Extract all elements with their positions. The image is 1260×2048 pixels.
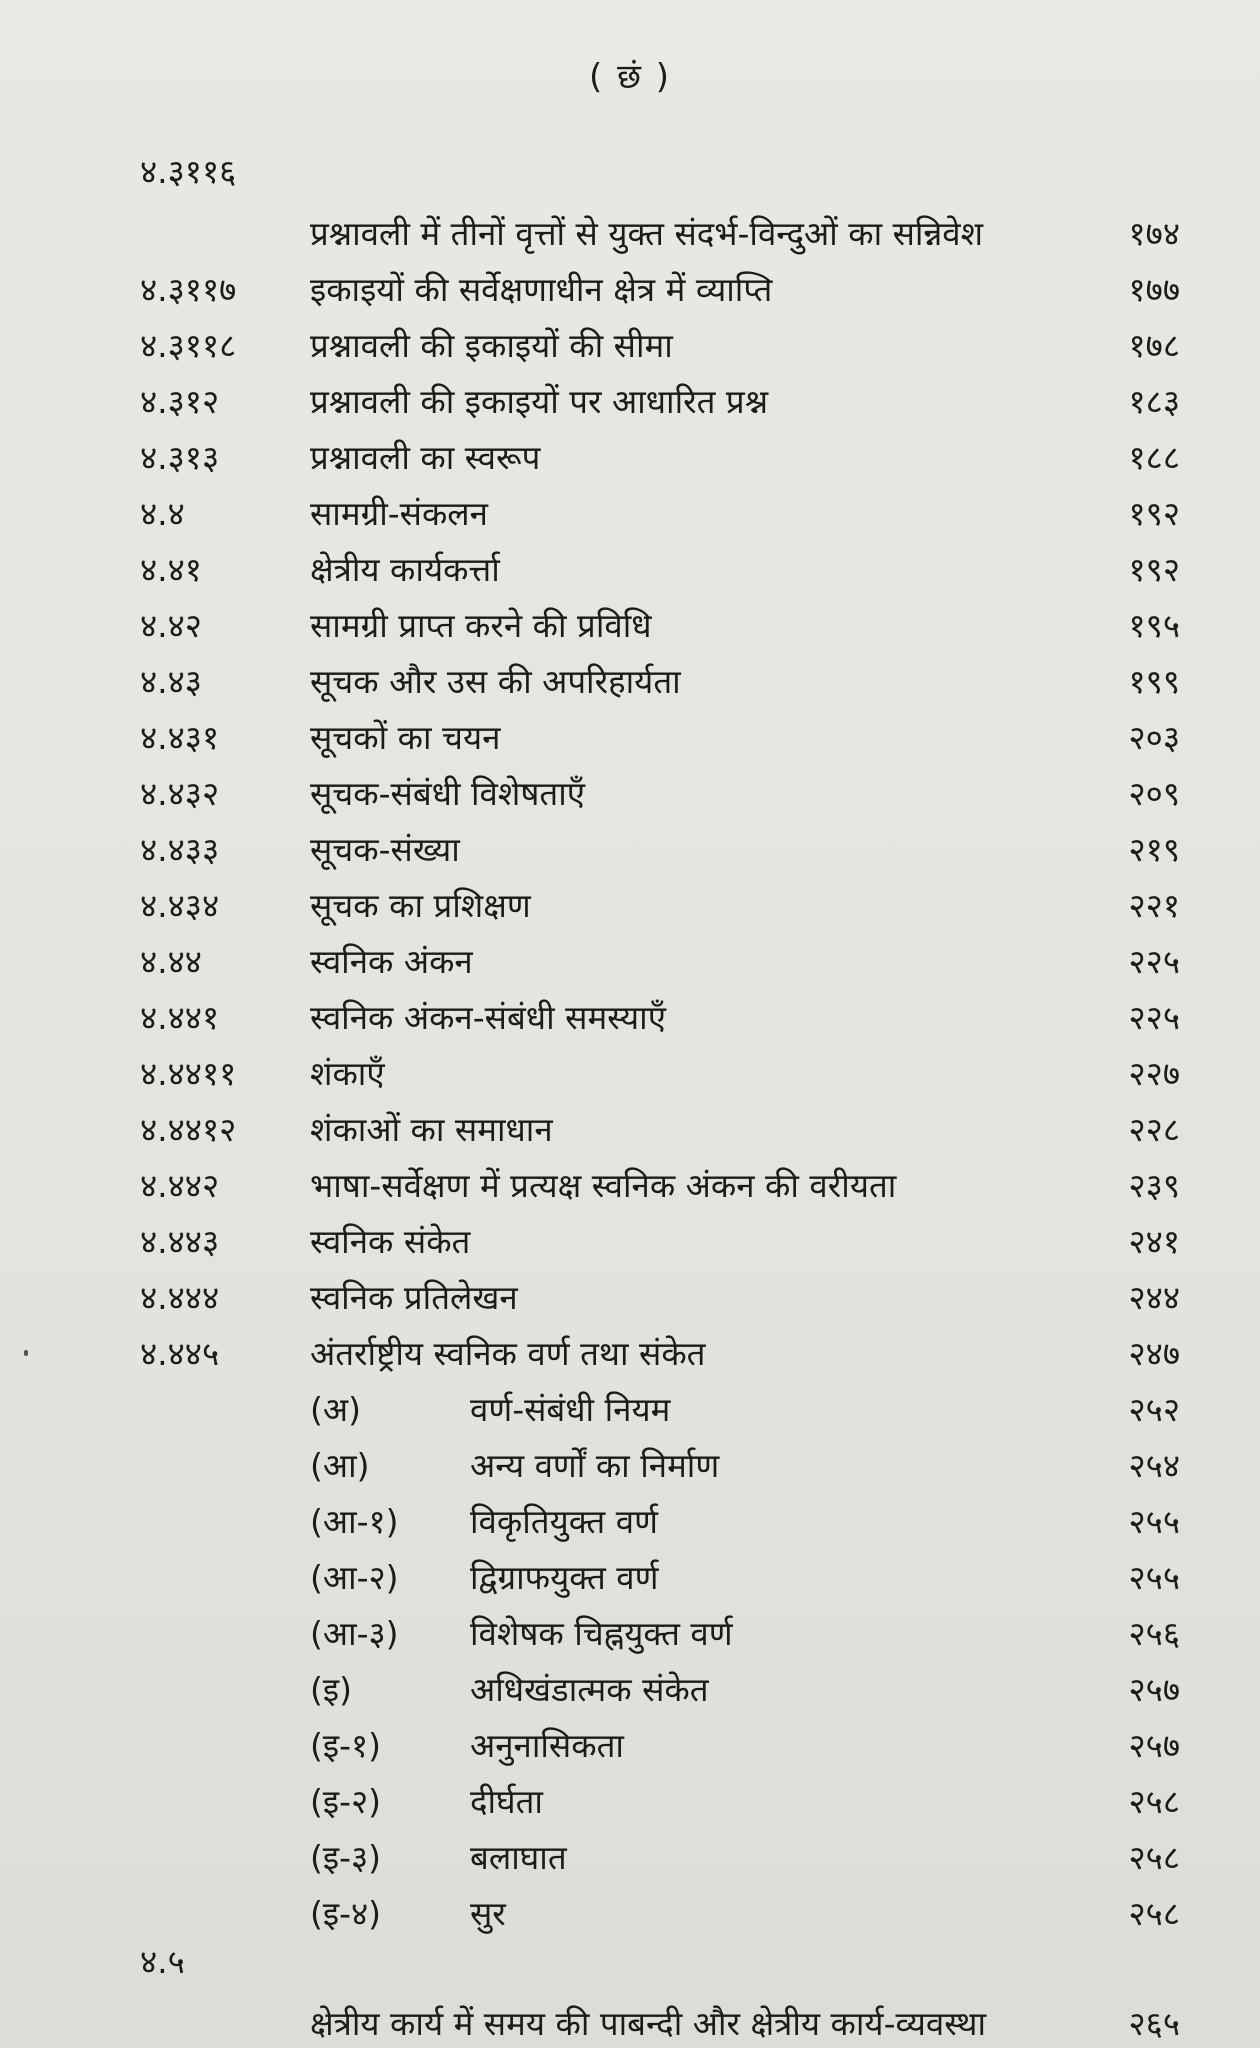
page-mark: ( छं ) [589, 57, 671, 97]
page-number: २२५ [1128, 998, 1180, 1037]
page-number: १९२ [1128, 550, 1180, 589]
section-title: शंकाओं का समाधान [310, 1110, 553, 1149]
page-number: २५५ [1128, 1502, 1180, 1541]
section-number: ४.४४२ [140, 1166, 220, 1205]
toc-entry [140, 538, 1180, 594]
sub-label: (आ-२) [310, 1558, 399, 1597]
sub-label: (इ) [310, 1670, 352, 1709]
section-number: ४.४३ [140, 662, 202, 701]
section-title: स्वनिक प्रतिलेखन [310, 1278, 518, 1317]
toc-entry [140, 1266, 1180, 1322]
section-number: ४.४३१ [140, 718, 220, 757]
toc-entry [140, 1322, 1180, 1378]
toc-entry [140, 1154, 1180, 1210]
sub-label: (इ-३) [310, 1838, 382, 1877]
toc-entry [140, 762, 1180, 818]
page-number: २५८ [1128, 1782, 1180, 1821]
section-title: इकाइयों की सर्वेक्षणाधीन क्षेत्र में व्याप्ति [310, 270, 773, 309]
section-title: प्रश्नावली की इकाइयों पर आधारित प्रश्न [310, 382, 769, 421]
page-number: २२५ [1128, 942, 1180, 981]
section-title: प्रश्नावली की इकाइयों की सीमा [310, 326, 673, 365]
page-number: २२७ [1128, 1054, 1180, 1093]
sub-title: विशेषक चिह्नयुक्त वर्ण [470, 1614, 733, 1653]
page-number: २५६ [1128, 1614, 1180, 1653]
sub-title: अन्य वर्णों का निर्माण [470, 1446, 720, 1485]
section-title: अंतर्राष्ट्रीय स्वनिक वर्ण तथा संकेत [310, 1334, 706, 1373]
toc-entry [140, 1210, 1180, 1266]
section-title: क्षेत्रीय कार्य में समय की पाबन्दी और क्षेत्रीय कार्य-व्यवस्था [310, 2004, 987, 2043]
toc-sub-entry [140, 1658, 1180, 1714]
sub-title: विकृतियुक्त वर्ण [470, 1502, 658, 1541]
sub-label: (अ) [310, 1390, 361, 1429]
page-number: १८८ [1128, 438, 1180, 477]
toc-entry [140, 706, 1180, 762]
section-number: ४.४ [140, 494, 185, 533]
toc-entry [140, 1938, 1180, 2048]
section-title: सूचकों का चयन [310, 718, 501, 757]
sub-title: अनुनासिकता [470, 1726, 624, 1765]
page-number: २२१ [1128, 886, 1180, 925]
sub-title: अधिखंडात्मक संकेत [470, 1670, 709, 1709]
section-title: सामग्री-संकलन [310, 494, 488, 533]
page-number: २५७ [1128, 1726, 1180, 1765]
section-number: ४.४४ [140, 942, 202, 981]
section-number: ४.४३२ [140, 774, 220, 813]
toc-entry [140, 482, 1180, 538]
toc-sub-entry [140, 1882, 1180, 1938]
toc-entry [140, 426, 1180, 482]
page-number: १७८ [1128, 326, 1180, 365]
toc-sub-entry [140, 1602, 1180, 1658]
page-number: २४४ [1128, 1278, 1180, 1317]
sub-label: (आ) [310, 1446, 370, 1485]
section-title: सूचक-संबंधी विशेषताएँ [310, 774, 586, 813]
toc-entry [140, 930, 1180, 986]
section-number: ४.४४११ [140, 1054, 237, 1093]
section-number: ४.४४१ [140, 998, 220, 1037]
page-number: १९५ [1128, 606, 1180, 645]
section-number: ४.४१ [140, 550, 202, 589]
page-number: १७७ [1128, 270, 1180, 309]
section-title: प्रश्नावली में तीनों वृत्तों से युक्त संदर्भ-विन्दुओं का सन्निवेश [310, 214, 984, 253]
toc-entry [140, 986, 1180, 1042]
sub-title: वर्ण-संबंधी नियम [470, 1390, 671, 1429]
section-title: सूचक का प्रशिक्षण [310, 886, 531, 925]
section-number: ४.३११६ [140, 152, 237, 191]
page-number: २५५ [1128, 1558, 1180, 1597]
section-number: ४.४४४ [140, 1278, 220, 1317]
page-number: २१९ [1128, 830, 1180, 869]
page-number: १९२ [1128, 494, 1180, 533]
section-number: ४.४४५ [140, 1334, 220, 1373]
section-number: ४.३१२ [140, 382, 220, 421]
page-number: १७४ [1128, 214, 1180, 253]
page-number: १८३ [1128, 382, 1180, 421]
page-number: २६५ [1128, 2004, 1180, 2043]
toc-sub-entry [140, 1714, 1180, 1770]
section-title: सूचक-संख्या [310, 830, 460, 869]
section-number: ४.५ [140, 1942, 185, 1981]
sub-label: (आ-३) [310, 1614, 399, 1653]
section-title: स्वनिक संकेत [310, 1222, 471, 1261]
section-title: सूचक और उस की अपरिहार्यता [310, 662, 681, 701]
page-number: २२८ [1128, 1110, 1180, 1149]
section-number: ४.४३३ [140, 830, 220, 869]
sub-title: द्विग्राफयुक्त वर्ण [470, 1558, 659, 1597]
sub-title: सुर [470, 1894, 506, 1933]
toc-sub-entry [140, 1826, 1180, 1882]
section-number: ४.३११८ [140, 326, 237, 365]
toc-entry [140, 818, 1180, 874]
sub-label: (इ-२) [310, 1782, 382, 1821]
ink-speck [24, 1350, 28, 1356]
toc-entry [140, 594, 1180, 650]
page-number: १९९ [1128, 662, 1180, 701]
toc-entry [140, 874, 1180, 930]
toc-entry [140, 314, 1180, 370]
section-number: ४.४२ [140, 606, 202, 645]
toc-entry [140, 258, 1180, 314]
table-of-contents [140, 148, 1180, 2048]
section-title: स्वनिक अंकन [310, 942, 473, 981]
page-number: २०३ [1128, 718, 1180, 757]
section-title: सामग्री प्राप्त करने की प्रविधि [310, 606, 652, 645]
section-number: ४.४४१२ [140, 1110, 237, 1149]
toc-sub-entry [140, 1434, 1180, 1490]
toc-entry [140, 1042, 1180, 1098]
toc-sub-entry [140, 1770, 1180, 1826]
page-number: २५८ [1128, 1838, 1180, 1877]
sub-title: दीर्घता [470, 1782, 543, 1821]
section-number: ४.३१३ [140, 438, 220, 477]
toc-entry [140, 370, 1180, 426]
sub-label: (इ-४) [310, 1894, 382, 1933]
sub-label: (आ-१) [310, 1502, 399, 1541]
page-number: २०९ [1128, 774, 1180, 813]
section-title: भाषा-सर्वेक्षण में प्रत्यक्ष स्वनिक अंकन की वरीयता [310, 1166, 897, 1205]
toc-sub-entry [140, 1378, 1180, 1434]
toc-sub-entry [140, 1546, 1180, 1602]
section-title: प्रश्नावली का स्वरूप [310, 438, 541, 477]
sub-title: बलाघात [470, 1838, 567, 1877]
section-number: ४.४३४ [140, 886, 220, 925]
page-number: २५८ [1128, 1894, 1180, 1933]
page-number: २४७ [1128, 1334, 1180, 1373]
sub-label: (इ-१) [310, 1726, 382, 1765]
page-number: २५७ [1128, 1670, 1180, 1709]
toc-entry [140, 148, 1180, 258]
toc-sub-entry [140, 1490, 1180, 1546]
section-title: स्वनिक अंकन-संबंधी समस्याएँ [310, 998, 666, 1037]
section-title: शंकाएँ [310, 1054, 385, 1093]
page-number: २५४ [1128, 1446, 1180, 1485]
toc-entry [140, 650, 1180, 706]
section-number: ४.३११७ [140, 270, 237, 309]
toc-entry [140, 1098, 1180, 1154]
page-number: २३९ [1128, 1166, 1180, 1205]
page-number: २४१ [1128, 1222, 1180, 1261]
page-number: २५२ [1128, 1390, 1180, 1429]
section-title: क्षेत्रीय कार्यकर्त्ता [310, 550, 500, 589]
section-number: ४.४४३ [140, 1222, 220, 1261]
